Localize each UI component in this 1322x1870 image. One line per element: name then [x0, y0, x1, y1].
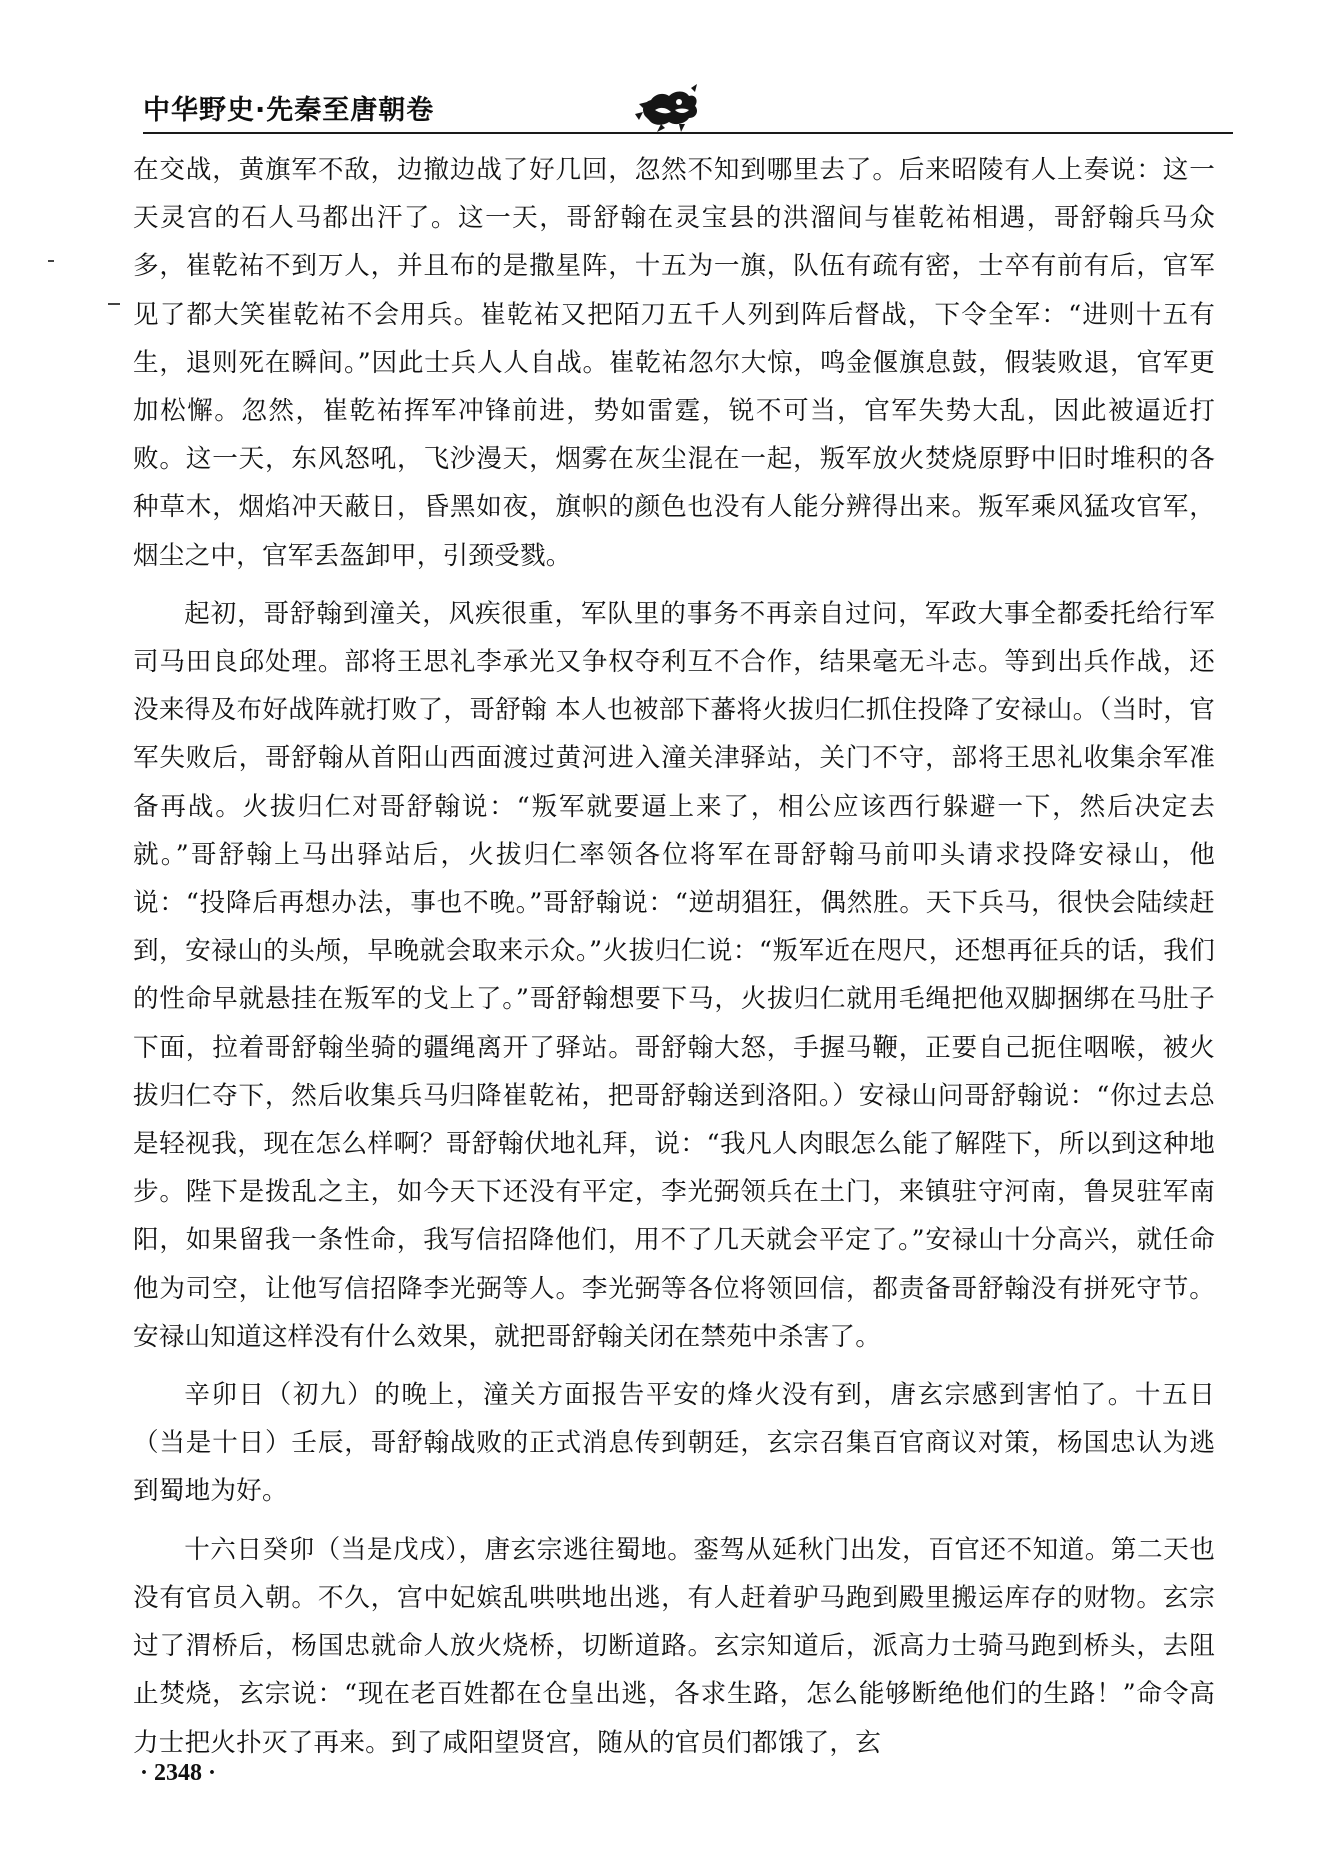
dragon-emblem-icon — [631, 80, 703, 134]
scan-mark — [48, 260, 54, 262]
scan-mark — [108, 303, 120, 305]
paragraph: 起初，哥舒翰到潼关，风疾很重，军队里的事务不再亲自过问，军政大事全都委托给行军司马田良邱处理。部将王思礼李承光又争权夺利互不合作，结果毫无斗志。等到出兵作战，还没来得及布好战阵就打败了，哥舒翰 本人也被部下蕃将火拔归仁抓住投降了安禄山。（当时，官军失败后，哥舒翰从首阳山西面渡过黄河进入潼关津驿站，关门不守，部将王思礼收集余军准备再战。火拔归仁对哥舒翰说：“叛军就要逼上来了，相公应该西行躲避一下，然后决定去就。”哥舒翰上马出驿站后，火拔归仁率领各位将军在哥舒翰马前叩头请求投降安禄山，他说：“投降后再想办法，事也不晚。”哥舒翰说：“逆胡猖狂，偶然胜。天下兵马，很快会陆续赶到，安禄山的头颅，早晚就会取来示众。”火拔归仁说：“叛军近在咫尺，还想再征兵的话，我们的性命早就悬挂在叛军的戈上了。”哥舒翰想要下马，火拔归仁就用毛绳把他双脚捆绑在马肚子下面，拉着哥舒翰坐骑的疆绳离开了驿站。哥舒翰大怒，手握马鞭，正要自己扼住咽喉，被火拔归仁夺下，然后收集兵马归降崔乾祐，把哥舒翰送到洛阳。）安禄山问哥舒翰说：“你过去总是轻视我，现在怎么样啊？哥舒翰伏地礼拜，说：“我凡人肉眼怎么能了解陛下，所以到这种地步。陛下是拨乱之主，如今天下还没有平定，李光弼领兵在土门，来镇驻守河南，鲁炅驻军南阳，如果留我一条性命，我写信招降他们，用不了几天就会平定了。”安禄山十分高兴，就任命他为司空，让他写信招降李光弼等人。李光弼等各位将领回信，都责备哥舒翰没有拼死守节。安禄山知道这样没有什么效果，就把哥舒翰关闭在禁苑中杀害了。 — [133, 598, 1215, 1352]
paragraph: 十六日癸卯（当是戊戌），唐玄宗逃往蜀地。銮驾从延秋门出发，百官还不知道。第二天也没有官员入朝。不久，宫中妃嫔乱哄哄地出逃，有人赶着驴马跑到殿里搬运库存的财物。玄宗过了渭桥后，杨国忠就命人放火烧桥，切断道路。玄宗知道后，派高力士骑马跑到桥头，去阻止焚烧，玄宗说：“现在老百姓都在仓皇出逃，各求生路，怎么能够断绝他们的生路！”命令高力士把火扑灭了再来。到了咸阳望贤宫，随从的官员们都饿了，玄 — [133, 1534, 1215, 1756]
paragraph: 辛卯日（初九）的晚上，潼关方面报告平安的烽火没有到，唐玄宗感到害怕了。十五日（当是十日）壬辰，哥舒翰战败的正式消息传到朝廷，玄宗召集百官商议对策，杨国忠认为逃到蜀地为好。 — [133, 1380, 1215, 1507]
paragraph: 在交战，黄旗军不敌，边撤边战了好几回，忽然不知到哪里去了。后来昭陵有人上奏说：这一天灵宫的石人马都出汗了。这一天，哥舒翰在灵宝县的洪溜间与崔乾祐相遇，哥舒翰兵马众多，崔乾祐不到万人，并且布的是撒星阵，十五为一旗，队伍有疏有密，士卒有前有后，官军见了都大笑崔乾祐不会用兵。崔乾祐又把陌刀五千人列到阵后督战，下令全军：“进则十五有生，退则死在瞬间。”因此士兵人人自战。崔乾祐忽尔大惊，鸣金偃旗息鼓，假装败退，官军更加松懈。忽然，崔乾祐挥军冲锋前进，势如雷霆，锐不可当，官军失势大乱，因此被逼近打败。这一天，东风怒吼，飞沙漫天，烟雾在灰尘混在一起，叛军放火焚烧原野中旧时堆积的各种草木，烟焰冲天蔽日，昏黑如夜，旗帜的颜色也没有人能分辨得出来。叛军乘风猛攻官军，烟尘之中，官军丢盔卸甲，引颈受戮。 — [133, 155, 1215, 571]
body-text — [133, 146, 1215, 1756]
book-title: 中华野史·先秦至唐朝卷 — [143, 95, 435, 126]
page-number: · 2348 · — [140, 1760, 217, 1786]
header-divider — [143, 132, 1233, 134]
running-header — [143, 78, 1233, 138]
